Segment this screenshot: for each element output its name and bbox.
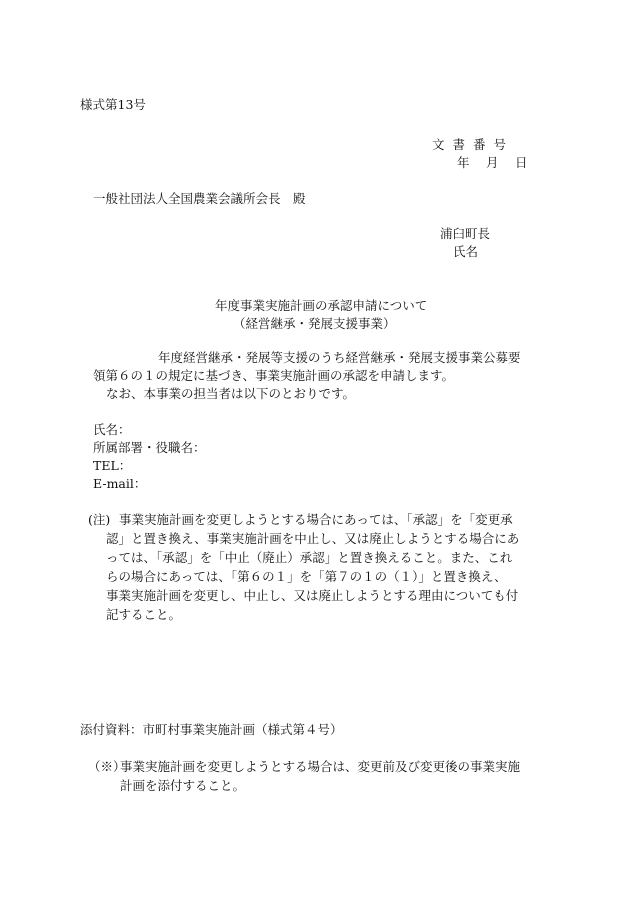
note-line: らの場合にあっては、「第６の１」を「第７の１の（１）」と置き換え、 [106, 569, 507, 584]
addressee: 一般社団法人全国農業会議所会長 殿 [93, 191, 306, 206]
contact-email-label: E-mail： [93, 476, 147, 491]
note-line: 記すること。 [106, 607, 182, 622]
sender-title: 浦臼町長 [440, 226, 491, 241]
body-line: 年度経営継承・発展等支援のうち経営継承・発展支援事業公募要 [158, 350, 521, 365]
remark-line: 計画を添付すること。 [120, 778, 246, 793]
note-line: 事業実施計画を変更しようとする場合にあっては、「承認」を「変更承 [119, 512, 513, 527]
attachment-line: 添付資料：市町村事業実施計画（様式第４号） [80, 722, 343, 737]
form-number: 様式第13号 [80, 97, 146, 112]
document-subtitle: （経営継承・発展支援事業） [233, 316, 396, 331]
contact-tel-label: TEL： [93, 458, 132, 473]
remark-line: 事業実施計画を変更しようとする場合は、変更前及び変更後の事業実施 [120, 759, 521, 774]
document-title: 年度事業実施計画の承認申請について [215, 298, 428, 313]
note-line: 認」と置き換え、事業実施計画を中止し、又は廃止しようとする場合にあ [106, 531, 520, 546]
note-label: (注) [88, 512, 111, 527]
body-line: 領第６の１の規定に基づき、事業実施計画の承認を申請します。 [93, 368, 455, 383]
remark-label: （※） [88, 759, 126, 774]
date-line: 年 月 日 [457, 155, 530, 170]
note-line: 事業実施計画を変更し、中止し、又は廃止しようとする理由についても付 [106, 588, 519, 603]
note-line: っては、「承認」を「中止（廃止）承認」と置き換えること。また、これ [106, 550, 513, 565]
sender-name: 氏名 [453, 244, 479, 259]
contact-department-label: 所属部署・役職名： [93, 440, 206, 455]
contact-name-label: 氏名： [93, 422, 131, 437]
document-number-label: 文書番号 [432, 137, 515, 152]
body-line: なお、本事業の担当者は以下のとおりです。 [106, 386, 356, 401]
